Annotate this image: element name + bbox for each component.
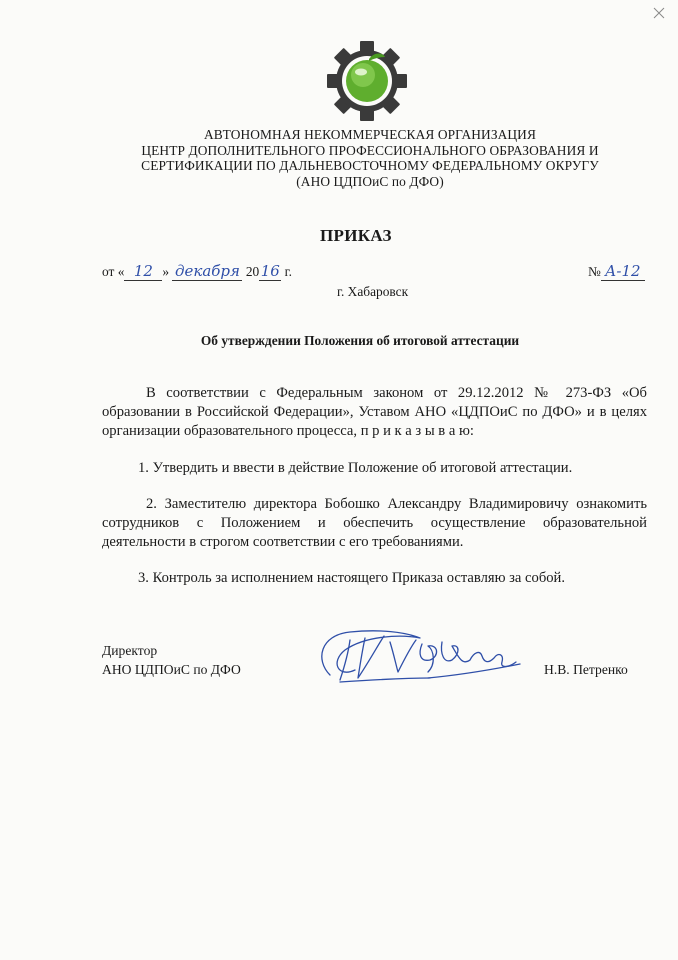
org-line: АВТОНОМНАЯ НЕКОММЕРЧЕСКАЯ ОРГАНИЗАЦИЯ bbox=[204, 127, 536, 142]
order-number bbox=[588, 262, 645, 281]
org-line: ЦЕНТР ДОПОЛНИТЕЛЬНОГО ПРОФЕССИОНАЛЬНОГО ОБРАЗОВАНИЯ И bbox=[141, 142, 599, 158]
handwritten-signature-icon bbox=[310, 620, 540, 690]
date-day: 12 bbox=[124, 262, 162, 281]
org-line: СЕРТИФИКАЦИИ ПО ДАЛЬНЕВОСТОЧНОМУ ФЕДЕРАЛЬНОМУ ОКРУГУ bbox=[141, 158, 599, 173]
body-paragraph: В соответствии с Федеральным законом от 29.12.2012 № 273-ФЗ «Об образовании в Российской Федерации», Уставом АНО «ЦДПОиС по ДФО» и в целях организации образовательного процесса, п р и к а з ы в а ю: bbox=[102, 385, 647, 440]
signatory-position bbox=[102, 641, 241, 679]
year-end: г. bbox=[284, 264, 292, 279]
signatory-name: Н.В. Петренко bbox=[544, 662, 628, 677]
number-prefix: № bbox=[588, 264, 601, 279]
date-sep: » bbox=[162, 264, 170, 279]
position-line: АНО ЦДПОиС по ДФО bbox=[102, 662, 241, 677]
corner-mark-icon bbox=[652, 6, 666, 20]
body-paragraph: 2. Заместителю директора Бобошко Александру Владимировичу ознакомить сотрудников с Положением и обеспечить осуществление образовательной деятельности в строгом соответствии с его требованиями. bbox=[102, 495, 647, 551]
body-paragraph: 1. Утвердить и ввести в действие Положение об итоговой аттестации. bbox=[138, 459, 573, 476]
date-prefix: от « bbox=[102, 264, 125, 279]
year-prefix: 20 bbox=[245, 264, 260, 279]
organization-header bbox=[60, 127, 678, 189]
order-subject: Об утверждении Положения об итоговой аттестации bbox=[200, 333, 520, 348]
document-title: ПРИКАЗ bbox=[320, 226, 392, 245]
organization-logo-icon bbox=[326, 40, 408, 122]
order-date bbox=[102, 262, 292, 281]
body-paragraph: 3. Контроль за исполнением настоящего Приказа оставляю за собой. bbox=[138, 570, 566, 587]
number-value: А-12 bbox=[601, 262, 645, 281]
org-line: (АНО ЦДПОиС по ДФО) bbox=[296, 173, 444, 189]
city: г. Хабаровск bbox=[337, 284, 409, 299]
position-line: Директор bbox=[102, 643, 158, 658]
order-body bbox=[102, 384, 647, 589]
date-month: декабря bbox=[172, 262, 242, 281]
year-suffix: 16 bbox=[260, 262, 280, 280]
